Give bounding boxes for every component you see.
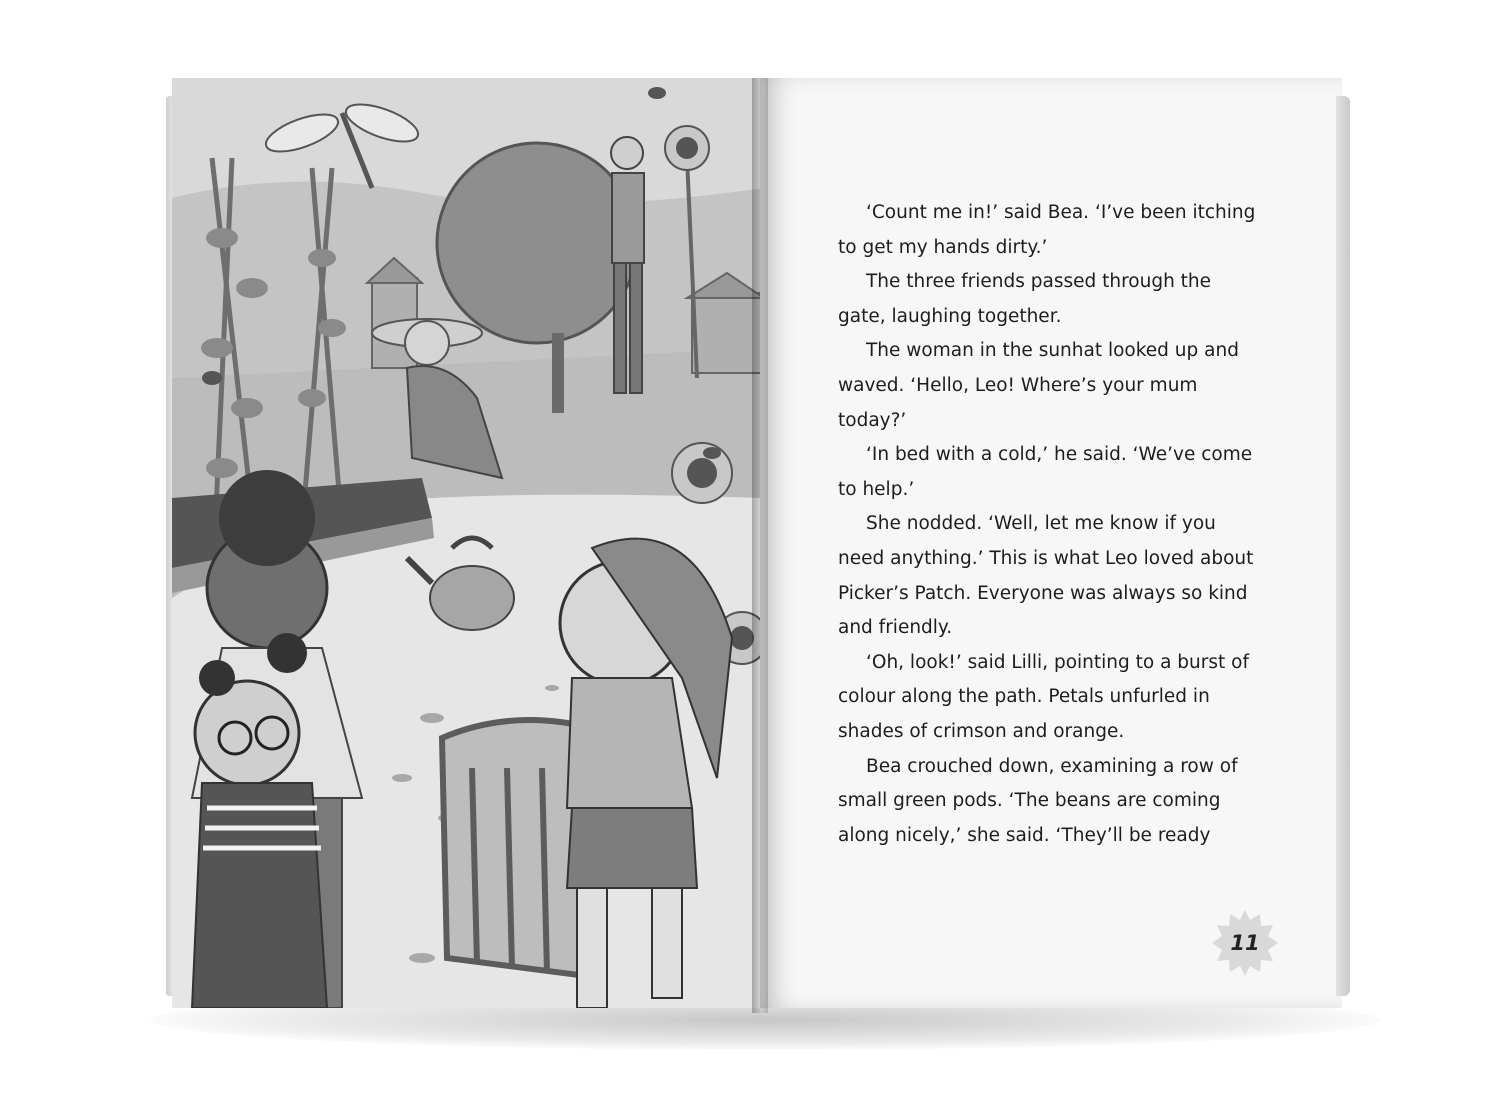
right-page-edge: [1336, 96, 1350, 996]
story-paragraph: ‘Oh, look!’ said Lilli, pointing to a burst of colour along the path. Petals unfurled in shades of crimson and orange.: [838, 651, 1249, 742]
story-paragraph: ‘Count me in!’ said Bea. ‘I’ve been itching to get my hands dirty.’: [838, 202, 1256, 258]
page-number-badge: [1210, 908, 1280, 978]
story-paragraph: The woman in the sunhat looked up and waved. ‘Hello, Leo! Where’s your mum today?’: [838, 340, 1239, 431]
page-number: 11: [1230, 931, 1260, 955]
story-paragraph: ‘In bed with a cold,’ he said. ‘We’ve come to help.’: [838, 444, 1253, 500]
story-text: [838, 196, 1258, 853]
garden-illustration: [172, 78, 764, 1008]
story-paragraph: The three friends passed through the gate, laughing together.: [838, 271, 1212, 327]
book-gutter: [752, 78, 768, 1013]
right-page: [760, 78, 1342, 1008]
story-paragraph: She nodded. ‘Well, let me know if you need anything.’ This is what Leo loved about Picker’s Patch. Everyone was always so kind and friendly.: [838, 513, 1254, 639]
story-paragraph: Bea crouched down, examining a row of small green pods. ‘The beans are coming along nicely,’ she said. ‘They’ll be ready: [838, 755, 1238, 846]
left-page: [172, 78, 764, 1008]
